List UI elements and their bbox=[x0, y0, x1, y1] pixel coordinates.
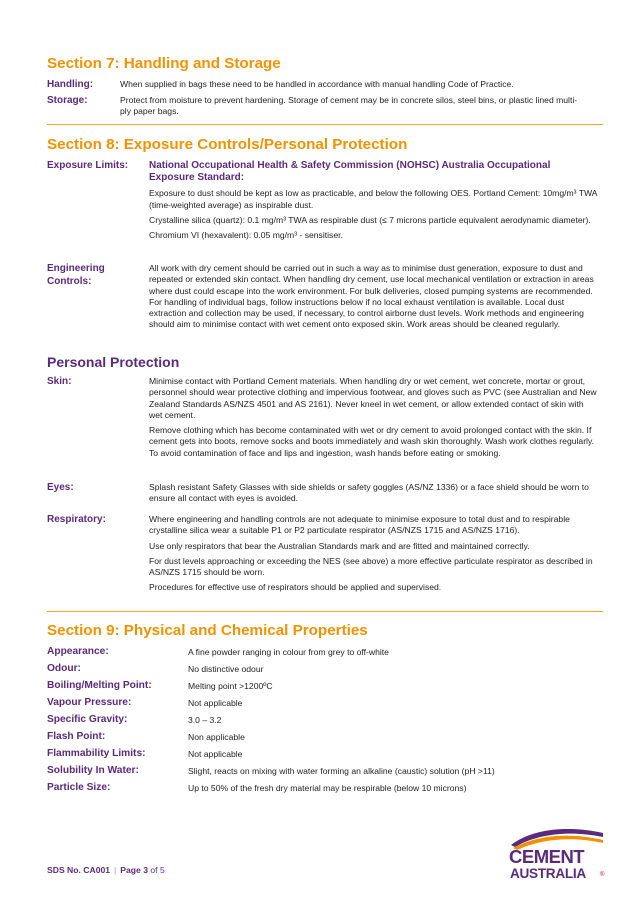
skin-value bbox=[149, 376, 599, 459]
engineering-controls-value: All work with dry cement should be carried out in such a way as to minimise dust generation, exposure to dust and repeated or extended skin contact. When handling dry cement, use local mechanical ventilation or extraction in areas where dust could escape into the work environment. For bulk deliveries, closed pumping systems are recommended. For handling of individual bags, follow instructions below if no local exhaust ventilation is available. Local dust extraction and collection may be used, if necessary, to control airborne dust levels. Work methods and engineering should aim to minimise contact with wet cement onto exposed skin. Work areas should be cleaned regularly. bbox=[149, 263, 594, 330]
property-row bbox=[47, 697, 603, 713]
engineering-controls-row bbox=[47, 263, 603, 343]
property-value: No distinctive odour bbox=[188, 664, 264, 674]
exposure-standard-heading: National Occupational Health & Safety Commission (NOHSC) Australia Occupational Exposure Standard: bbox=[149, 160, 551, 184]
storage-value: Protect from moisture to prevent hardening. Storage of cement may be in concrete silos, steel bins, or plastic lined multi-ply paper bags. bbox=[120, 95, 578, 117]
logo-word-australia: AUSTRALIA bbox=[510, 866, 586, 881]
exposure-limits-label: Exposure Limits: bbox=[47, 160, 129, 171]
sds-number: SDS No. CA001 bbox=[47, 865, 111, 875]
engineering-controls-label: Engineering Controls: bbox=[47, 263, 105, 287]
exposure-limits-row bbox=[47, 160, 603, 255]
section-9-title: Section 9: Physical and Chemical Properties bbox=[47, 622, 368, 639]
property-value: Non applicable bbox=[188, 732, 245, 742]
property-label: Flammability Limits: bbox=[47, 748, 146, 759]
respiratory-paragraph: Procedures for effective use of respirators should be applied and supervised. bbox=[149, 582, 442, 593]
page-total: of 5 bbox=[150, 865, 165, 875]
respiratory-label: Respiratory: bbox=[47, 514, 106, 525]
respiratory-paragraph: Use only respirators that bear the Australian Standards mark and are fitted and maintained correctly. bbox=[149, 540, 530, 551]
property-value: Not applicable bbox=[188, 698, 243, 708]
property-row bbox=[47, 731, 603, 747]
property-value: Up to 50% of the fresh dry material may be respirable (below 10 microns) bbox=[188, 783, 467, 793]
page-number: Page 3 bbox=[120, 865, 148, 875]
property-value: Slight, reacts on mixing with water forming an alkaline (caustic) solution (pH >11) bbox=[188, 766, 495, 776]
property-label: Specific Gravity: bbox=[47, 714, 128, 725]
skin-paragraph: Remove clothing which has become contaminated with wet or dry cement to avoid prolonged contact with the skin. If cement gets into boots, remove socks and boots immediately and wash skin thoroughly. Wash work clothes regularly. To avoid contamination of face and lips and ingestion, wash hands before eating or smoking. bbox=[149, 425, 595, 458]
storage-row bbox=[47, 95, 603, 121]
cement-australia-logo bbox=[507, 823, 607, 885]
eyes-label: Eyes: bbox=[47, 482, 74, 493]
skin-row bbox=[47, 376, 603, 476]
skin-paragraph: Minimise contact with Portland Cement materials. When handling dry or wet cement, wet concrete, mortar or grout, personnel should wear protective clothing and impervious footwear, and gloves such as PVC (see Australian and New Zealand Standards AS/NZS 4501 and AS 2161). Never kneel in wet cement, or allow extended contact of skin with wet cement. bbox=[149, 376, 597, 420]
property-label: Appearance: bbox=[47, 646, 109, 657]
respiratory-value bbox=[149, 514, 601, 594]
respiratory-paragraph: Where engineering and handling controls are not adequate to minimise exposure to total dust and to respirable crystalline silica wear a suitable P1 or P2 particulate respirator (AS/NZS 1715 and AS/NZS 1716). bbox=[149, 514, 570, 536]
section-divider bbox=[47, 611, 603, 612]
footer-separator: | bbox=[114, 865, 117, 875]
section-7-title: Section 7: Handling and Storage bbox=[47, 55, 281, 72]
property-value: A fine powder ranging in colour from grey to off-white bbox=[188, 647, 389, 657]
property-label: Vapour Pressure: bbox=[47, 697, 132, 708]
property-label: Odour: bbox=[47, 663, 81, 674]
handling-label: Handling: bbox=[47, 79, 94, 90]
respiratory-paragraph: For dust levels approaching or exceeding the NES (see above) a more effective particulate respirator as described in AS/NZS 1715 should be worn. bbox=[149, 555, 593, 578]
property-label: Particle Size: bbox=[47, 782, 111, 793]
handling-value: When supplied in bags these need to be handled in accordance with manual handling Code of Practice. bbox=[120, 79, 514, 89]
registered-mark: ® bbox=[600, 872, 605, 878]
property-value: 3.0 – 3.2 bbox=[188, 715, 222, 725]
property-row bbox=[47, 646, 603, 662]
property-row bbox=[47, 765, 603, 781]
personal-protection-title: Personal Protection bbox=[47, 354, 180, 370]
property-row bbox=[47, 663, 603, 679]
exposure-paragraph: Crystalline silica (quartz): 0.1 mg/m³ TWA as respirable dust (≤ 7 microns particle equivalent aerodynamic diameter). bbox=[149, 215, 591, 225]
exposure-paragraph: Chromium VI (hexavalent): 0.05 mg/m³ - sensitiser. bbox=[149, 230, 343, 241]
property-row bbox=[47, 782, 603, 798]
respiratory-row bbox=[47, 514, 603, 610]
property-label: Boiling/Melting Point: bbox=[47, 680, 152, 691]
exposure-limits-value bbox=[149, 160, 599, 242]
property-label: Solubility In Water: bbox=[47, 765, 139, 776]
page-footer bbox=[47, 865, 165, 875]
eyes-row bbox=[47, 482, 603, 508]
handling-row bbox=[47, 79, 603, 93]
property-value: Melting point >1200ºC bbox=[188, 681, 273, 691]
section-divider bbox=[47, 124, 603, 125]
storage-label: Storage: bbox=[47, 95, 88, 106]
logo-word-cement: CEMENT bbox=[509, 846, 585, 867]
property-row bbox=[47, 680, 603, 696]
exposure-paragraph: Exposure to dust should be kept as low as practicable, and below the following OES. Portland Cement: 10mg/m³ TWA (time-weighted average) as inspirable dust. bbox=[149, 188, 598, 210]
property-value: Not applicable bbox=[188, 749, 243, 759]
property-row bbox=[47, 714, 603, 730]
skin-label: Skin: bbox=[47, 376, 72, 387]
eyes-value: Splash resistant Safety Glasses with side shields or safety goggles (AS/NZ 1336) or a face shield should be worn to ensure all contact with eyes is avoided. bbox=[149, 482, 589, 504]
property-label: Flash Point: bbox=[47, 731, 106, 742]
section-8-title: Section 8: Exposure Controls/Personal Protection bbox=[47, 136, 408, 153]
property-row bbox=[47, 748, 603, 764]
